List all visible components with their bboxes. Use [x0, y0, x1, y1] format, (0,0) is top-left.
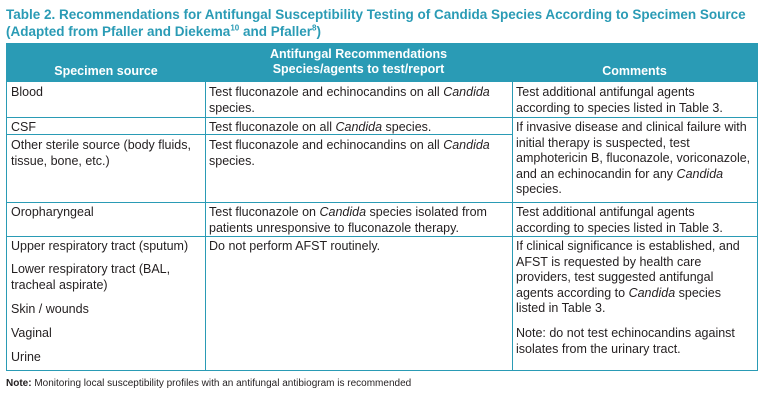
source-skin-wounds: Skin / wounds — [11, 302, 89, 316]
source-urine: Urine — [11, 350, 41, 364]
comment-blood: Test additional antifungal agents according to species listed in Table 3. — [516, 85, 723, 115]
comment-echinocandin-note: Note: do not test echinocandins against isolates from the urinary tract. — [516, 326, 735, 356]
source-other-sterile: Other sterile source (body fluids, tissue, bone, etc.) — [11, 138, 191, 168]
row-divider — [7, 202, 757, 203]
table-header — [7, 44, 757, 82]
source-vaginal: Vaginal — [11, 326, 52, 340]
source-oropharyngeal: Oropharyngeal — [11, 205, 94, 219]
rec-csf: Test fluconazole on all Candida species. — [209, 120, 432, 134]
column-divider — [512, 82, 513, 370]
column-divider — [205, 82, 206, 370]
row-divider — [7, 117, 512, 118]
comment-clinical-significance: If clinical significance is established, and AFST is requested by health care providers, test suggested antifungal agents according to Candida species listed in Table 3. — [516, 239, 740, 315]
header-recommendations: Antifungal Recommendations Species/agents to test/report — [269, 47, 448, 76]
row-divider — [512, 117, 757, 118]
header-comments: Comments — [602, 64, 667, 78]
table-title: Table 2. Recommendations for Antifungal Susceptibility Testing of Candida Species According to Specimen Source (Adapted from Pfaller and Diekema$^{10}$ and Pfaller$^8$) — [6, 7, 746, 39]
footnote: Note: Monitoring local susceptibility profiles with an antifungal antibiogram is recommended — [6, 378, 412, 389]
rec-oropharyngeal: Test fluconazole on Candida species isolated from patients unresponsive to fluconazole therapy. — [209, 205, 487, 235]
comment-oropharyngeal: Test additional antifungal agents according to species listed in Table 3. — [516, 205, 723, 235]
recommendations-table — [6, 43, 758, 371]
comment-csf-sterile: If invasive disease and clinical failure with initial therapy is suspected, test amphotericin B, fluconazole, voriconazole, and an echinocandin for any Candida species. — [516, 120, 751, 196]
rec-other-sterile: Test fluconazole and echinocandins on all Candida species. — [209, 138, 490, 168]
source-upper-respiratory: Upper respiratory tract (sputum) — [11, 239, 189, 253]
rec-blood: Test fluconazole and echinocandins on all Candida species. — [209, 85, 490, 115]
header-specimen-source: Specimen source — [54, 64, 158, 78]
source-blood: Blood — [11, 85, 43, 99]
source-csf: CSF — [11, 120, 36, 134]
source-lower-respiratory: Lower respiratory tract (BAL, tracheal aspirate) — [11, 262, 171, 292]
rec-do-not-perform: Do not perform AFST routinely. — [209, 239, 381, 253]
row-divider — [7, 236, 757, 237]
